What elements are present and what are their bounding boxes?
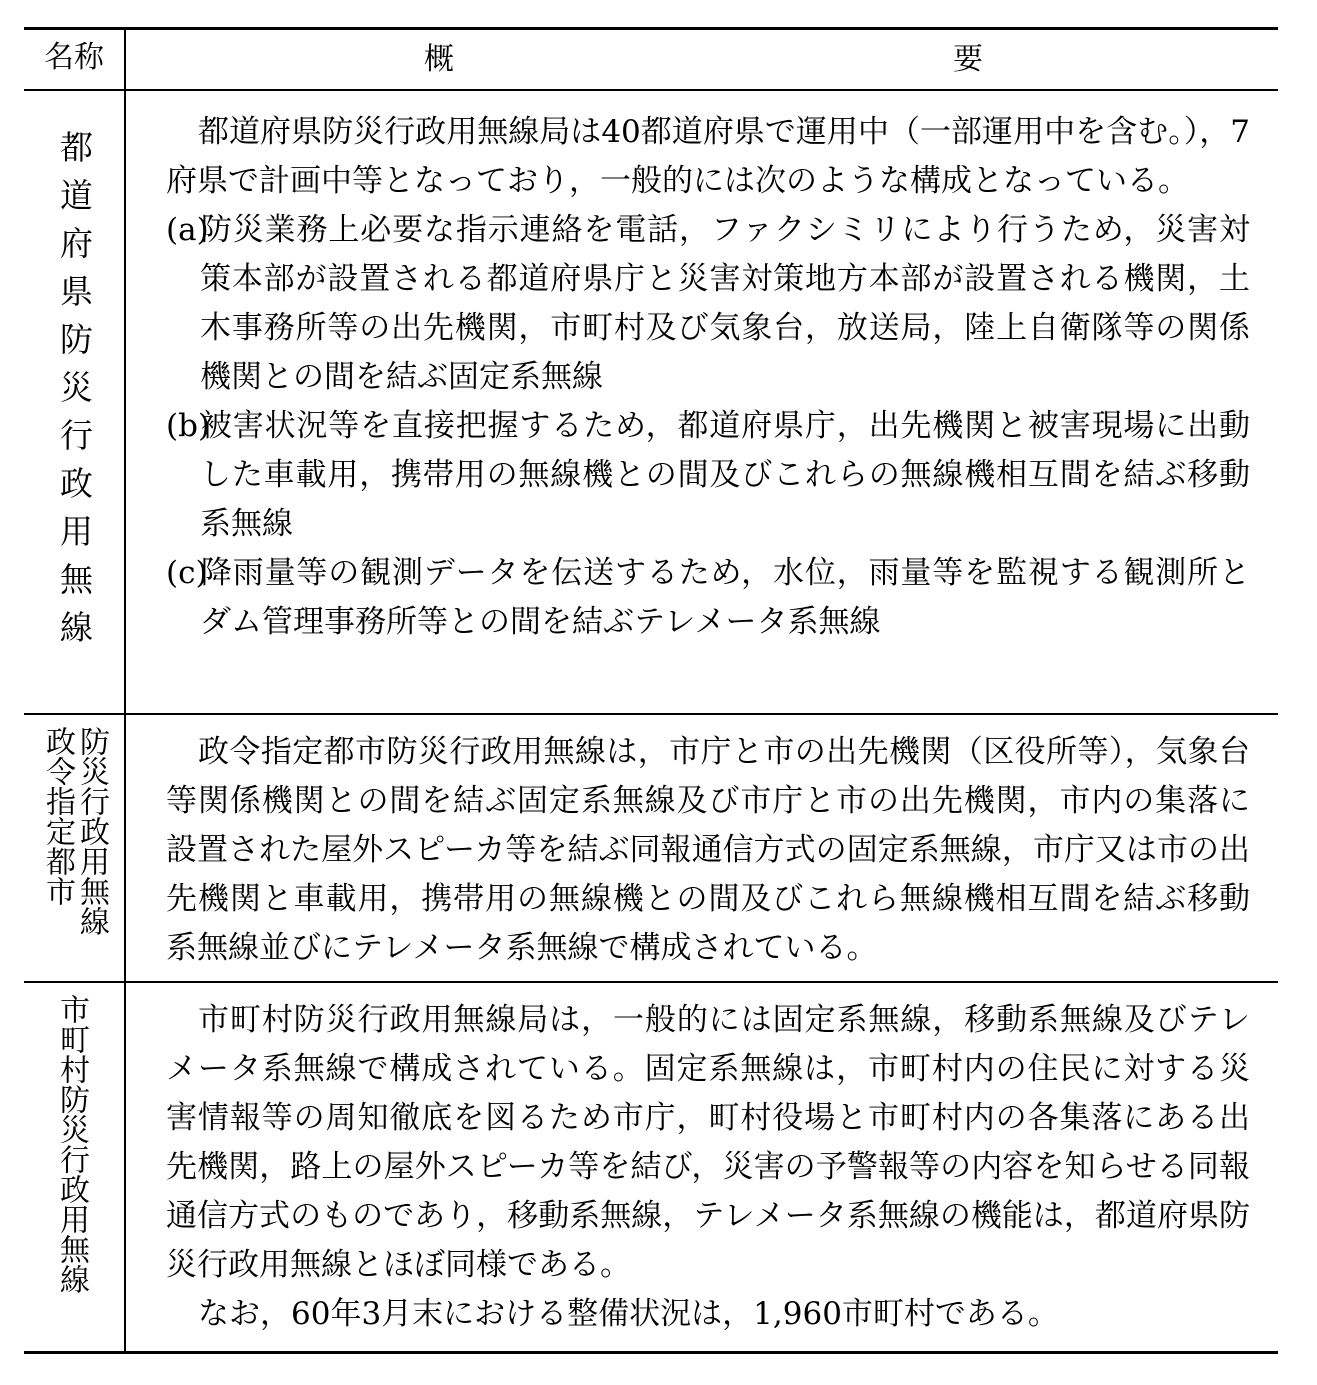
header-summary-label-2: 要 bbox=[953, 42, 983, 77]
row-2-summary bbox=[166, 728, 1250, 973]
item-b-text: 被害状況等を直接把握するため，都道府県庁，出先機関と被害現場に出動した車載用，携帯用の無線機との間及びこれらの無線機相互間を結ぶ移動系無線 bbox=[200, 408, 1250, 542]
header-summary-label-1: 概 bbox=[424, 42, 454, 77]
item-a-marker: (a) bbox=[166, 212, 209, 248]
row-1-intro: 都道府県防災行政用無線局は40都道府県で運用中（一部運用中を含む。），7府県で計画中等となっており，一般的には次のような構成となっている。 bbox=[166, 114, 1250, 199]
header-rule bbox=[24, 89, 1278, 91]
item-c-text: 降雨量等の観測データを伝送するため，水位，雨量等を監視する観測所とダム管理事務所等との間を結ぶテレメータ系無線 bbox=[200, 555, 1250, 640]
table-top-rule bbox=[24, 27, 1278, 30]
row-1-item-a bbox=[166, 206, 1250, 402]
column-divider bbox=[124, 27, 126, 1353]
row-1-summary bbox=[166, 108, 1250, 647]
row-2-name-col-1: 防災行政用無線 bbox=[74, 726, 109, 936]
row-2-text: 政令指定都市防災行政用無線は，市庁と市の出先機関（区役所等），気象台等関係機関との間を結ぶ固定系無線及び市庁と市の出先機関，市内の集落に設置された屋外スピーカ等を結ぶ同報通信方式の固定系無線，市庁又は市の出先機関と車載用，携帯用の無線機との間及びこれら無線機相互間を結ぶ移動系無線並びにテレメータ系無線で構成されている。 bbox=[166, 734, 1250, 966]
table-bottom-rule bbox=[24, 1351, 1278, 1354]
row-divider-2 bbox=[24, 981, 1278, 983]
item-b-marker: (b) bbox=[166, 408, 211, 444]
row-divider-1 bbox=[24, 713, 1278, 715]
row-3-name: 市町村防災行政用無線 bbox=[54, 994, 89, 1294]
row-2-name-col-2: 政令指定都市 bbox=[40, 726, 75, 906]
header-name-label: 名称 bbox=[44, 40, 104, 75]
item-c-marker: (c) bbox=[166, 555, 208, 591]
row-3-text: 市町村防災行政用無線局は，一般的には固定系無線，移動系無線及びテレメータ系無線で構成されている。固定系無線は，市町村内の住民に対する災害情報等の周知徹底を図るため市庁，町村役場と市町村内の各集落にある出先機関，路上の屋外スピーカ等を結び，災害の予警報等の内容を知らせる同報通信方式のものであり，移動系無線，テレメータ系無線の機能は，都道府県防災行政用無線とほぼ同様である。 bbox=[166, 1002, 1250, 1283]
row-1-item-c bbox=[166, 549, 1250, 647]
item-a-text: 防災業務上必要な指示連絡を電話，ファクシミリにより行うため，災害対策本部が設置される都道府県庁と災害対策地方本部が設置される機関，土木事務所等の出先機関，市町村及び気象台，放送局，陸上自衛隊等の関係機関との間を結ぶ固定系無線 bbox=[200, 212, 1250, 395]
row-3-summary bbox=[166, 996, 1250, 1339]
row-3-note: なお，60年3月末における整備状況は，1,960市町村である。 bbox=[198, 1296, 1059, 1332]
row-1-name: 都道府県防災行政用無線 bbox=[55, 130, 94, 658]
row-1-item-b bbox=[166, 402, 1250, 549]
